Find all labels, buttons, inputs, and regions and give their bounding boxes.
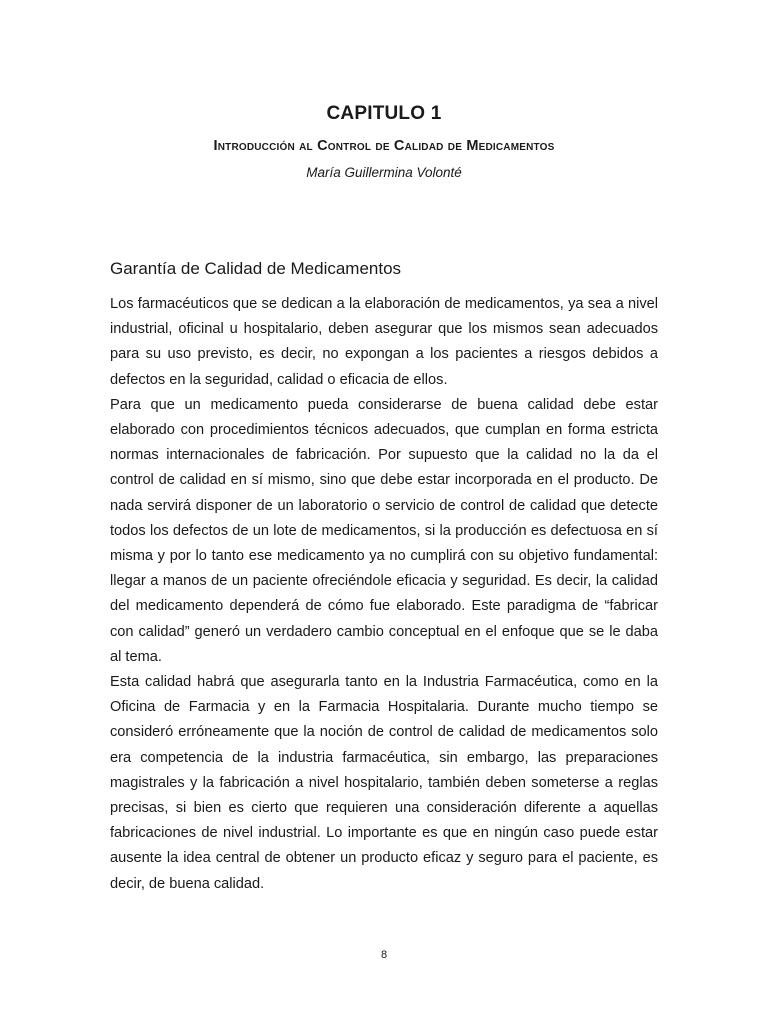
page-number: 8 bbox=[380, 949, 388, 961]
paragraph: Esta calidad habrá que asegurarla tanto en la Industria Farmacéutica, como en la Oficina de Farmacia y en la Farmacia Hospitalaria. Durante mucho tiempo se consideró erróneamente que la noción de control de calidad de medicamentos solo era competencia de la industria farmacéutica, sin embargo, las preparaciones magistrales y la fabricación a nivel hospitalario, también deben someterse a reglas precisas, si bien es cierto que requieren una consideración diferente a aquellas fabricaciones de nivel industrial. Lo importante es que en ningún caso puede estar ausente la idea central de obtener un producto eficaz y seguro para el paciente, es decir, de buena calidad. bbox=[110, 674, 658, 892]
chapter-title: Introducción al Control de Calidad de Medicamentos bbox=[213, 138, 555, 154]
body-text bbox=[110, 292, 658, 897]
chapter-label: CAPITULO 1 bbox=[326, 103, 442, 124]
section-heading: Garantía de Calidad de Medicamentos bbox=[110, 259, 402, 278]
paragraph: Los farmacéuticos que se dedican a la elaboración de medicamentos, ya sea a nivel industrial, oficinal u hospitalario, deben asegurar que los mismos sean adecuados para su uso previsto, es decir, no expongan a los pacientes a riesgos debidos a defectos en la seguridad, calidad o eficacia de ellos. bbox=[110, 296, 658, 388]
author-name: María Guillermina Volonté bbox=[306, 165, 462, 180]
paragraph: Para que un medicamento pueda considerarse de buena calidad debe estar elaborado con procedimientos técnicos adecuados, que cumplan en forma estricta normas internacionales de fabricación. Por supuesto que la calidad no la da el control de calidad en sí mismo, sino que debe estar incorporada en el producto. De nada servirá disponer de un laboratorio o servicio de control de calidad que detecte todos los defectos de un lote de medicamentos, si la producción es defectuosa en sí misma y por lo tanto ese medicamento ya no cumplirá con su objetivo fundamental: llegar a manos de un paciente ofreciéndole eficacia y seguridad. Es decir, la calidad del medicamento dependerá de cómo fue elaborado. Este paradigma de “fabricar con calidad” generó un verdadero cambio conceptual en el enfoque que se le daba al tema. bbox=[110, 396, 658, 665]
